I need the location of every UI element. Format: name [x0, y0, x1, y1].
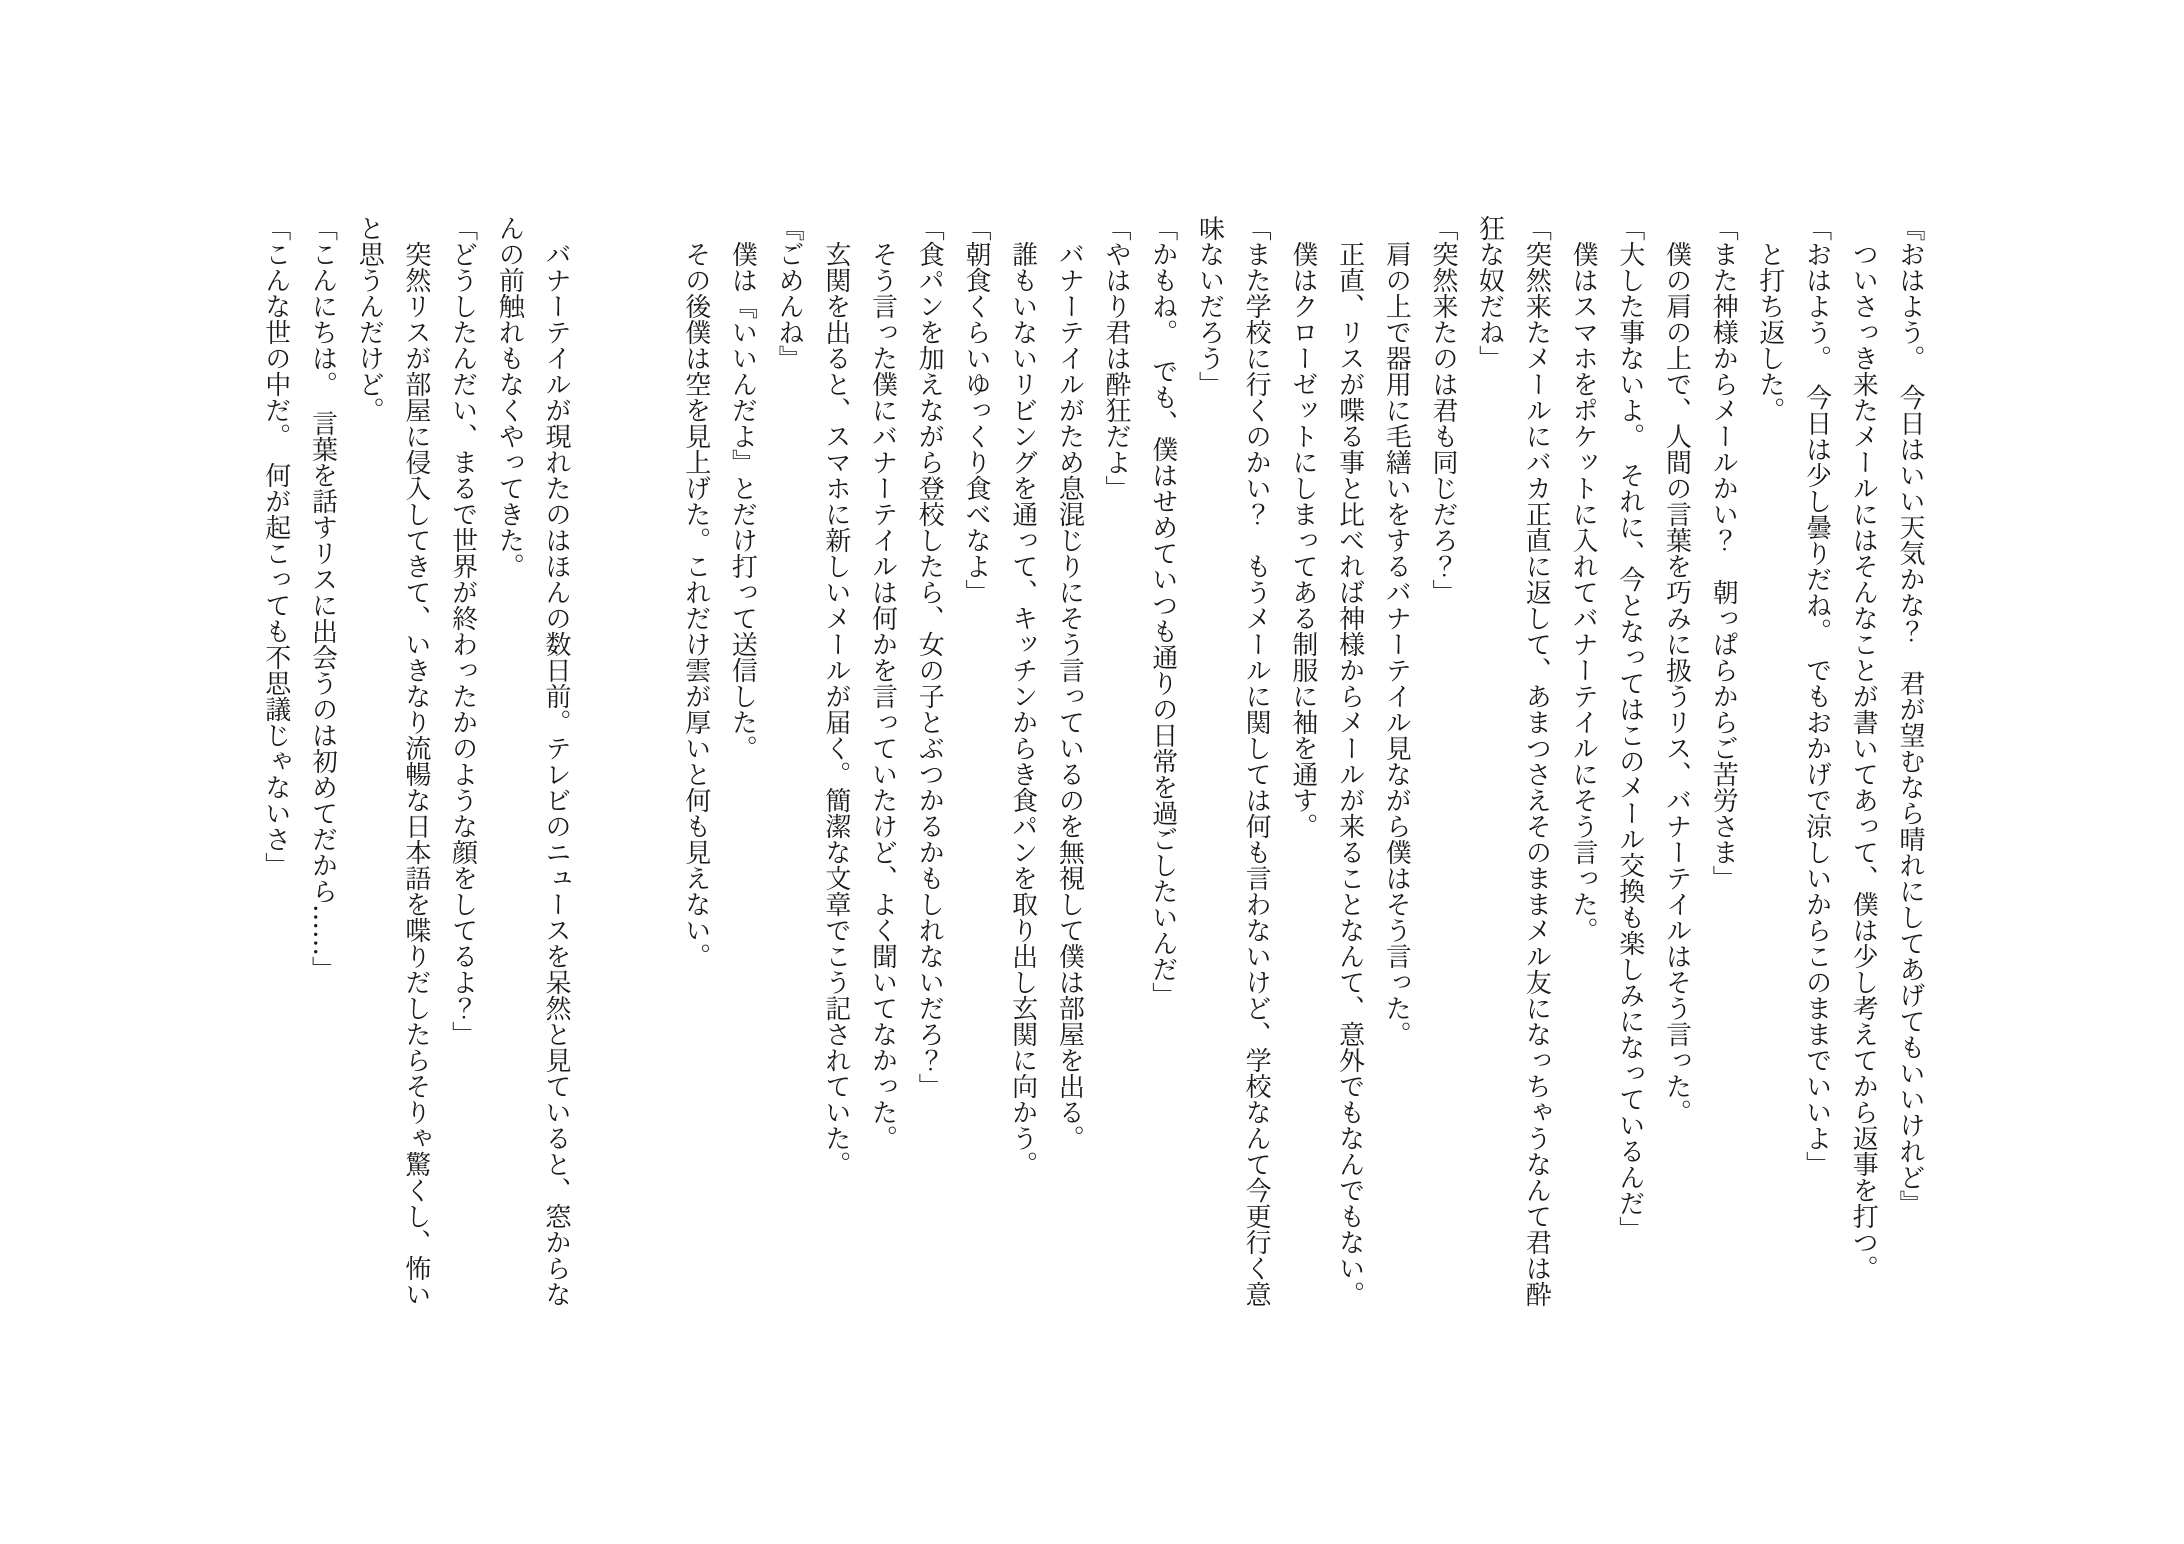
paragraph-dialogue: 「どうしたんだい、まるで世界が終わったかのような顔をしてるよ？」 — [447, 215, 478, 1047]
paragraph-dialogue: 「こんにちは。 言葉を話すリスに出会うのは初めてだから……」 — [307, 215, 338, 982]
paragraph-dialogue: 「こんな世の中だ。 何が起こっても不思議じゃないさ」 — [260, 215, 291, 878]
paragraph-narration: 突然リスが部屋に侵入してきて、いきなり流暢な日本語を喋りだしたらそりゃ驚くし、怖いと思うんだけど。 — [354, 215, 431, 1307]
paragraph-dialogue: 「食パンを加えながら登校したら、女の子とぶつかるかもしれないだろ？」 — [914, 215, 945, 1099]
paragraph-narration: 僕の肩の上で、人間の言葉を巧みに扱うリス、バナーテイルはそう言った。 — [1661, 241, 1692, 1125]
paragraph-narration-flashback-start: バナーテイルが現れたのはほんの数日前。テレビのニュースを呆然と見ていると、窓からなんの前触れもなくやってきた。 — [494, 215, 572, 1307]
paragraph-dialogue: 『おはよう。 今日はいい天気かな？ 君が望むなら晴れにしてあげてもいいけれど』 — [1895, 215, 1925, 1216]
paragraph-narration: バナーテイルがため息混じりにそう言っているのを無視して僕は部屋を出る。 — [1054, 241, 1085, 1151]
paragraph-dialogue: 「突然来たメールにバカ正直に返して、あまつさえそのままメル友になっちゃうなんて君は酔狂な奴だね」 — [1474, 215, 1552, 1307]
paragraph-narration: 誰もいないリビングを通って、キッチンからき食パンを取り出し玄関に向かう。 — [1007, 241, 1038, 1177]
paragraph-dialogue: 『ごめんね』 — [774, 215, 805, 371]
paragraph-narration: その後僕は空を見上げた。これだけ雲が厚いと何も見えない。 — [680, 241, 711, 969]
paragraph-narration: 正直、リスが喋る事と比べれば神様からメールが来ることなんて、意外でもなんでもない。 — [1334, 241, 1365, 1307]
paragraph-dialogue: 「大した事ないよ。 それに、今となってはこのメール交換も楽しみになっているんだ」 — [1614, 215, 1645, 1242]
paragraph-narration: ついさっき来たメールにはそんなことが書いてあって、僕は少し考えてから返事を打つ。 — [1848, 241, 1879, 1281]
paragraph-dialogue: 「かもね。 でも、僕はせめていつも通りの日常を過ごしたいんだ」 — [1147, 215, 1178, 1008]
paragraph-dialogue: 「おはよう。 今日は少し曇りだね。 でもおかげで涼しいからこのままでいいよ」 — [1801, 215, 1832, 1177]
paragraph-dialogue: 「また神様からメールかい？ 朝っぱらからご苦労さま」 — [1708, 215, 1739, 891]
paragraph-narration: 僕はスマホをポケットに入れてバナーテイルにそう言った。 — [1568, 241, 1599, 943]
paragraph-dialogue: 「やはり君は酔狂だよ」 — [1101, 215, 1132, 501]
paragraph-narration: 玄関を出ると、スマホに新しいメールが届く。簡潔な文章でこう記されていた。 — [820, 241, 851, 1177]
paragraph-narration: 僕はクローゼットにしまってある制服に袖を通す。 — [1287, 241, 1318, 839]
paragraph-narration: 僕は『いいんだよ』とだけ打って送信した。 — [727, 241, 758, 761]
paragraph-narration: と打ち返した。 — [1754, 241, 1785, 423]
paragraph-dialogue: 「突然来たのは君も同じだろ？」 — [1427, 215, 1458, 605]
paragraph-narration: 肩の上で器用に毛繕いをするバナーテイル見ながら僕はそう言った。 — [1381, 241, 1412, 1047]
paragraph-dialogue: 「朝食くらいゆっくり食べなよ」 — [960, 215, 991, 605]
paragraph-dialogue: 「また学校に行くのかい？ もうメールに関しては何も言わないけど、学校なんて今更行く意味ないだろう」 — [1194, 215, 1272, 1307]
paragraph-narration: そう言った僕にバナーテイルは何かを言っていたけど、よく聞いてなかった。 — [867, 241, 898, 1151]
vertical-text-block — [252, 215, 1933, 1310]
